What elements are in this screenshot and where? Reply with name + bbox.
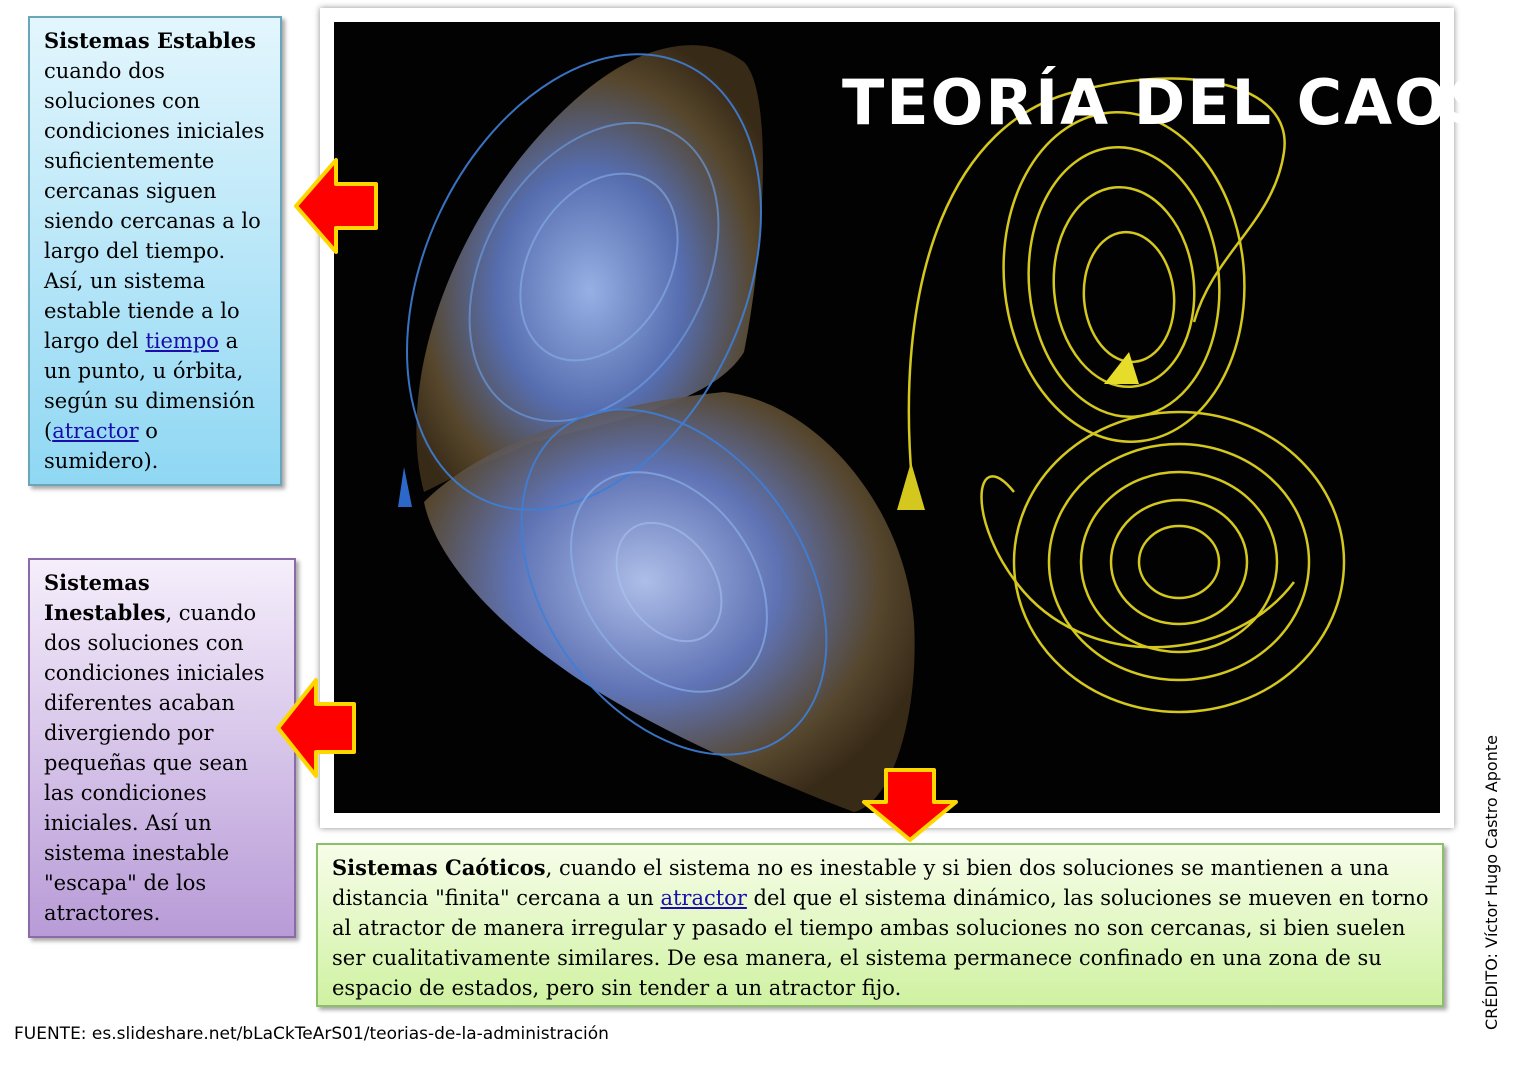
unstable-title: Sistemas Inestables [44, 570, 166, 625]
stable-text: cuando dos soluciones con condiciones iniciales suficientemente cercanas siguen siendo cercanas a lo largo del tiempo. Así, un sistema estable tiende a lo largo del [44, 59, 265, 353]
chaotic-title: Sistemas Caóticos [332, 855, 546, 880]
stable-text-middle: a un punto, u órbita, según su dimensión ( [44, 329, 256, 443]
attractor-link-chaotic[interactable]: atractor [660, 886, 747, 910]
source-caption: FUENTE: es.slideshare.net/bLaCkTeArS01/teorias-de-la-administración [14, 1024, 609, 1044]
credit-caption: CRÉDITO: Víctor Hugo Castro Aponte [1482, 735, 1501, 1030]
photo-frame [320, 8, 1496, 828]
stable-text-end: o sumidero). [44, 419, 159, 473]
attractor-center [1163, 546, 1195, 578]
stable-title: Sistemas Estables [44, 28, 256, 53]
arrow-down-chaotic [860, 768, 960, 842]
photo-title: TEORÍA DEL CAOS [842, 66, 1496, 139]
chaotic-text: , cuando el sistema no es inestable y si bien dos soluciones se mantienen a una distancia "finita" cercana a un [332, 856, 1390, 910]
arrow-left-stable [294, 156, 380, 256]
yellow-attractor-lines [909, 79, 1344, 713]
chaos-theory-photo [334, 22, 1496, 813]
butterfly-bottom-wing [424, 392, 915, 812]
butterfly-attractor-illustration [334, 22, 1440, 813]
stable-systems-box [28, 16, 282, 486]
yellow-cone-marker-center [1104, 352, 1139, 384]
unstable-systems-box [28, 558, 296, 938]
chaotic-text-end: del que el sistema dinámico, las soluciones se mueven en torno al atractor de manera irregular y pasado el tiempo ambas soluciones no son cercanas, si bien suelen ser cualitativamente similares. De esa manera, el sistema permanece confinado en una zona de su espacio de estados, pero sin tender a un atractor fijo. [332, 886, 1429, 1000]
attractor-link-stable[interactable]: atractor [52, 419, 139, 443]
blue-cone-marker [398, 467, 412, 507]
unstable-text: , cuando dos soluciones con condiciones iniciales diferentes acaban divergiendo por pequeñas que sean las condiciones iniciales. Así un sistema inestable "escapa" de los atractores. [44, 601, 265, 925]
chaotic-systems-box [316, 843, 1444, 1007]
yellow-cone-marker-left [897, 462, 925, 510]
tiempo-link[interactable]: tiempo [145, 329, 219, 353]
arrow-left-unstable [276, 676, 358, 780]
